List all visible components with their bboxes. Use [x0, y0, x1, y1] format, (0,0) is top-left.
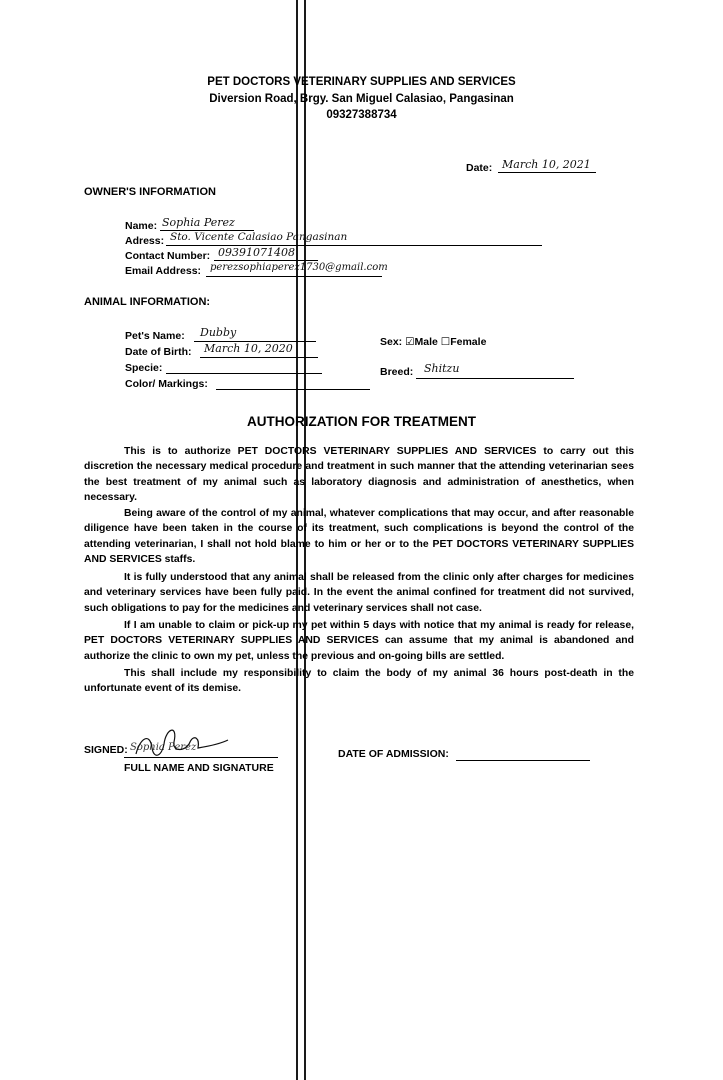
color-underline: [216, 389, 370, 390]
breed-value: Shitzu: [424, 362, 460, 375]
dob-label: Date of Birth:: [125, 346, 192, 358]
signed-label: SIGNED:: [84, 744, 128, 756]
auth-paragraph-3: It is fully understood that any animal shall be released from the clinic only after charges for medicines and veterinary services have been fully paid. In the event the animal confined for treatment did not survived, such obligations to pay for the medicines and veterinary services shall not case.: [84, 572, 634, 614]
sex-female-checkbox[interactable]: ☐: [440, 336, 451, 348]
sex-male-checkbox[interactable]: ☑: [405, 336, 415, 348]
specie-label: Specie:: [125, 362, 163, 374]
auth-paragraph-4: If I am unable to claim or pick-up my pet within 5 days with notice that my animal is ready for release, PET DOCTORS VETERINARY SUPPLIES AND SERVICES can assume that my animal is abandoned and authorize the clinic to own my pet, unless the previous and on-going bills are settled.: [84, 620, 634, 662]
date-label: Date:: [466, 162, 493, 174]
authorization-title: AUTHORIZATION FOR TREATMENT: [247, 414, 476, 429]
auth-paragraph-1: This is to authorize PET DOCTORS VETERINARY SUPPLIES AND SERVICES to carry out this discretion the necessary medical procedure and treatment in such manner that the attending veterinarian sees the best treatment of my animal such as laboratory diagnosis and administration of anesthetics, when necessary.: [84, 446, 634, 504]
specie-underline: [166, 373, 322, 374]
owner-contact-value: 09391071408: [218, 246, 295, 259]
signature-caption: FULL NAME AND SIGNATURE: [124, 762, 274, 774]
auth-paragraph-5: This shall include my responsibility to claim the body of my animal 36 hours post-death in the unfortunate event of its demise.: [84, 668, 634, 695]
pet-name-label: Pet's Name:: [125, 330, 185, 342]
signed-value: Sophia Perez: [130, 742, 197, 753]
sex-label: Sex:: [380, 336, 403, 348]
dob-value: March 10, 2020: [204, 342, 293, 355]
signature-scribble: [128, 718, 232, 762]
auth-paragraph-2: Being aware of the control of my animal, whatever complications that may occur, and after reasonable diligence have been taken in the course of its treatment, such complications is beyond the control of the attending veterinarian, I shall not hold blame to him or her or to the PET DOCTORS VETERINARY SUPPLIES AND SERVICES staffs.: [84, 508, 634, 566]
animal-section-title: ANIMAL INFORMATION:: [84, 296, 211, 308]
owner-email-underline: [206, 276, 382, 277]
owner-name-label: Name:: [125, 220, 158, 232]
company-phone: 09327388734: [326, 109, 397, 121]
owner-contact-label: Contact Number:: [125, 250, 211, 262]
dob-underline: [200, 357, 318, 358]
company-name: PET DOCTORS VETERINARY SUPPLIES AND SERVICES: [207, 76, 516, 88]
company-address: Diversion Road, Brgy. San Miguel Calasiao, Pangasinan: [209, 93, 514, 105]
pet-name-value: Dubby: [200, 326, 237, 339]
signature-underline: [124, 757, 278, 758]
date-of-admission-label: DATE OF ADMISSION:: [338, 748, 449, 760]
sex-field: [380, 336, 486, 348]
breed-underline: [416, 378, 574, 379]
owner-section-title: OWNER'S INFORMATION: [84, 186, 216, 198]
color-label: Color/ Markings:: [125, 378, 208, 390]
owner-address-value: Sto. Vicente Calasiao Pangasinan: [170, 231, 348, 243]
date-of-admission-underline: [456, 760, 590, 761]
sex-male-label: Male: [414, 336, 438, 348]
owner-address-label: Adress:: [125, 235, 165, 247]
owner-email-value: perezsophiaperez1730@gmail.com: [210, 262, 388, 273]
date-underline: [498, 172, 596, 173]
owner-email-label: Email Address:: [125, 265, 202, 277]
owner-name-value: Sophia Perez: [162, 216, 235, 229]
sex-female-label: Female: [450, 336, 487, 348]
breed-label: Breed:: [380, 366, 414, 378]
owner-contact-underline: [214, 260, 318, 261]
date-value: March 10, 2021: [502, 158, 591, 171]
